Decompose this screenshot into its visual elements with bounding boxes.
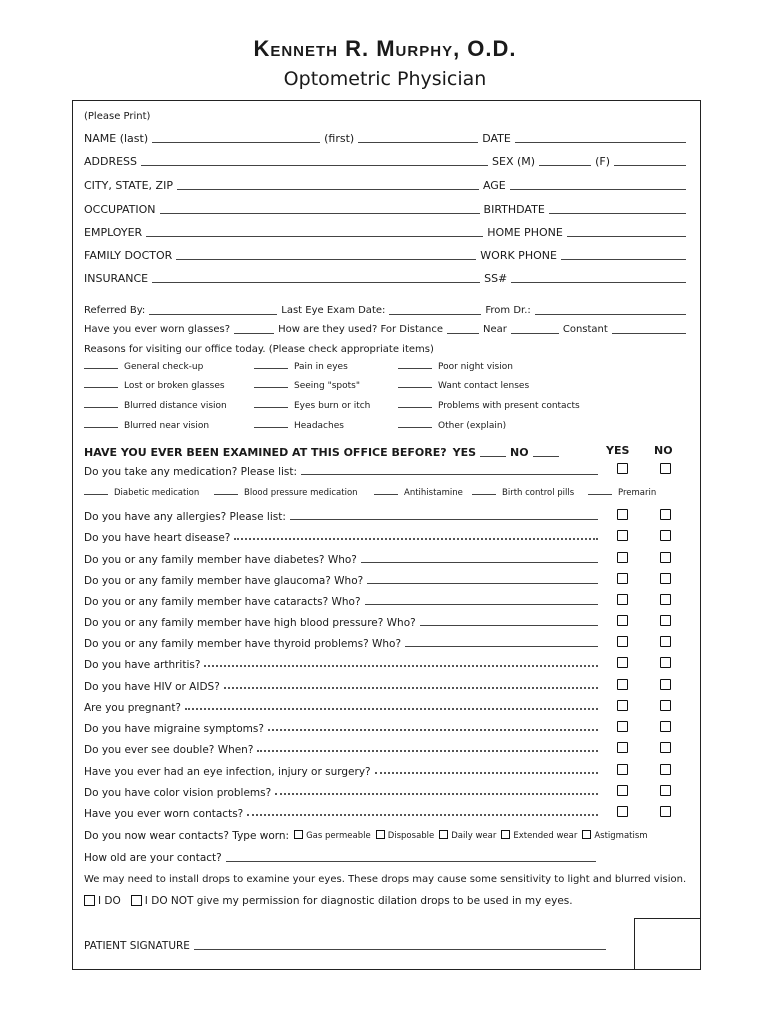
family-doctor-row [84, 247, 690, 263]
astigmatism-checkbox[interactable] [582, 830, 591, 839]
last-exam-field[interactable] [389, 314, 481, 315]
reason-want-contacts[interactable]: Want contact lenses [398, 381, 529, 391]
near-field[interactable] [511, 333, 559, 334]
name-row [84, 130, 690, 146]
worn-glasses-field[interactable] [234, 333, 274, 334]
yes-column-header: YES [606, 444, 630, 457]
question-diabetes: Do you or any family member have diabetes? Who? [84, 551, 604, 566]
heart-disease-no-checkbox[interactable] [660, 530, 671, 541]
diabetes-who-field[interactable] [361, 562, 598, 563]
constant-label: Constant [562, 324, 608, 335]
contact-daily-wear[interactable]: Daily wear [434, 829, 496, 843]
medication-field[interactable] [301, 474, 598, 475]
age-field[interactable] [510, 189, 686, 190]
question-allergies: Do you have any allergies? Please list: [84, 508, 604, 523]
contact-gas-permeable[interactable]: Gas permeable [289, 829, 371, 843]
i-do-not-option[interactable]: I DO NOT give my permission for diagnostic dilation drops to be used in my eyes. [131, 894, 573, 908]
cataracts-who-field[interactable] [365, 604, 598, 605]
double-vision-no-checkbox[interactable] [660, 742, 671, 753]
medication-no-checkbox[interactable] [660, 463, 671, 474]
home-phone-label: HOME PHONE [487, 226, 563, 239]
eye-infection-no-checkbox[interactable] [660, 764, 671, 775]
signature-label: PATIENT SIGNATURE [84, 940, 190, 952]
contact-age-field[interactable] [226, 861, 596, 862]
med-birth-control[interactable]: Birth control pills [472, 488, 574, 498]
diabetes-yes-checkbox[interactable] [617, 552, 628, 563]
date-label: DATE [482, 132, 511, 145]
birthdate-field[interactable] [549, 213, 686, 214]
near-label: Near [482, 324, 507, 335]
family-doctor-label: FAMILY DOCTOR [84, 249, 173, 262]
hiv-yes-checkbox[interactable] [617, 679, 628, 690]
medication-question: Do you take any medication? Please list: [84, 463, 604, 478]
reason-other[interactable]: Other (explain) [398, 421, 506, 431]
heart-disease-yes-checkbox[interactable] [617, 530, 628, 541]
eye-infection-yes-checkbox[interactable] [617, 764, 628, 775]
occupation-label: OCCUPATION [84, 203, 156, 216]
examined-no-label: NO [510, 446, 529, 459]
how-used-label: How are they used? For Distance [278, 324, 443, 335]
glasses-row [84, 321, 690, 337]
color-vision-yes-checkbox[interactable] [617, 785, 628, 796]
reason-contact-problems[interactable]: Problems with present contacts [398, 401, 580, 411]
examined-yes-label: YES [452, 446, 477, 459]
referral-row [84, 302, 690, 318]
cataracts-no-checkbox[interactable] [660, 594, 671, 605]
ssn-label: SS# [484, 272, 508, 285]
city-row [84, 177, 690, 193]
reason-headaches[interactable]: Headaches [254, 421, 344, 431]
contact-age-label: How old are your contact? [84, 852, 222, 864]
worn-contacts-no-checkbox[interactable] [660, 806, 671, 817]
employer-label: EMPLOYER [84, 226, 143, 239]
occupation-field[interactable] [160, 213, 480, 214]
drops-notice: We may need to install drops to examine your eyes. These drops may cause some sensitivity to light and blurred vision. [84, 874, 687, 885]
question-worn-contacts: Have you ever worn contacts? [84, 805, 604, 820]
reason-pain-eyes[interactable]: Pain in eyes [254, 362, 348, 372]
reasons-intro: Reasons for visiting our office today. (Please check appropriate items) [84, 344, 434, 355]
sex-f-field[interactable] [614, 165, 686, 166]
med-antihistamine[interactable]: Antihistamine [374, 488, 463, 498]
question-thyroid: Do you or any family member have thyroid problems? Who? [84, 635, 604, 650]
referred-by-field[interactable] [149, 314, 277, 315]
worn-contacts-yes-checkbox[interactable] [617, 806, 628, 817]
pregnant-no-checkbox[interactable] [660, 700, 671, 711]
hiv-no-checkbox[interactable] [660, 679, 671, 690]
allergies-no-checkbox[interactable] [660, 509, 671, 520]
double-vision-yes-checkbox[interactable] [617, 742, 628, 753]
reason-general-checkup[interactable]: General check-up [84, 362, 203, 372]
referred-by-label: Referred By: [84, 305, 146, 316]
question-cataracts: Do you or any family member have cataracts? Who? [84, 593, 604, 608]
distance-field[interactable] [447, 333, 479, 334]
diabetes-no-checkbox[interactable] [660, 552, 671, 563]
reason-seeing-spots[interactable]: Seeing "spots" [254, 381, 360, 391]
insurance-row [84, 270, 690, 286]
disposable-checkbox[interactable] [376, 830, 385, 839]
doctor-title: Optometric Physician [283, 68, 487, 90]
constant-field[interactable] [612, 333, 686, 334]
med-diabetic[interactable]: Diabetic medication [84, 488, 199, 498]
examined-no-field[interactable] [533, 456, 559, 457]
city-field[interactable] [177, 189, 479, 190]
blood-pressure-who-field[interactable] [420, 625, 598, 626]
worn-glasses-label: Have you ever worn glasses? [84, 324, 231, 335]
reason-lost-glasses[interactable]: Lost or broken glasses [84, 381, 225, 391]
family-doctor-field[interactable] [176, 259, 476, 260]
first-label: (first) [324, 132, 355, 145]
medication-yes-checkbox[interactable] [617, 463, 628, 474]
arthritis-no-checkbox[interactable] [660, 657, 671, 668]
age-label: AGE [482, 179, 506, 192]
address-field[interactable] [141, 165, 488, 166]
home-phone-field[interactable] [567, 236, 686, 237]
contacts-type-row [84, 827, 690, 843]
address-label: ADDRESS [84, 155, 138, 168]
reason-eyes-burn[interactable]: Eyes burn or itch [254, 401, 370, 411]
question-double-vision: Do you ever see double? When? [84, 741, 604, 756]
signature-row [84, 937, 610, 953]
thyroid-no-checkbox[interactable] [660, 636, 671, 647]
date-field[interactable] [515, 142, 686, 143]
thyroid-yes-checkbox[interactable] [617, 636, 628, 647]
ssn-field[interactable] [511, 282, 686, 283]
pregnant-yes-checkbox[interactable] [617, 700, 628, 711]
last-exam-label: Last Eye Exam Date: [281, 305, 386, 316]
allergies-yes-checkbox[interactable] [617, 509, 628, 520]
examined-yes-field[interactable] [480, 456, 506, 457]
employer-row [84, 224, 690, 240]
city-label: CITY, STATE, ZIP [84, 179, 173, 192]
color-vision-no-checkbox[interactable] [660, 785, 671, 796]
allergies-field[interactable] [290, 519, 598, 520]
daily-wear-checkbox[interactable] [439, 830, 448, 839]
glaucoma-yes-checkbox[interactable] [617, 573, 628, 584]
question-eye-infection: Have you ever had an eye infection, injury or surgery? [84, 763, 604, 778]
contact-age-row [84, 849, 600, 865]
examined-before-row [84, 444, 584, 460]
i-do-not-checkbox[interactable] [131, 895, 142, 906]
last-name-field[interactable] [152, 142, 320, 143]
i-do-option[interactable]: I DO [84, 894, 121, 908]
question-hiv: Do you have HIV or AIDS? [84, 678, 604, 693]
glaucoma-who-field[interactable] [367, 583, 598, 584]
sex-m-field[interactable] [539, 165, 591, 166]
insurance-label: INSURANCE [84, 272, 149, 285]
arthritis-yes-checkbox[interactable] [617, 657, 628, 668]
i-do-checkbox[interactable] [84, 895, 95, 906]
blood-pressure-no-checkbox[interactable] [660, 615, 671, 626]
employer-field[interactable] [146, 236, 483, 237]
reason-blurred-distance[interactable]: Blurred distance vision [84, 401, 227, 411]
dilation-consent-row [84, 892, 690, 908]
blood-pressure-yes-checkbox[interactable] [617, 615, 628, 626]
reason-blurred-near[interactable]: Blurred near vision [84, 421, 209, 431]
gas-permeable-checkbox[interactable] [294, 830, 303, 839]
please-print-note: (Please Print) [84, 111, 151, 122]
name-label: NAME (last) [84, 132, 149, 145]
question-arthritis: Do you have arthritis? [84, 656, 604, 671]
reason-night-vision[interactable]: Poor night vision [398, 362, 513, 372]
question-blood-pressure: Do you or any family member have high blood pressure? Who? [84, 614, 604, 629]
contact-disposable[interactable]: Disposable [371, 829, 435, 843]
insurance-field[interactable] [152, 282, 480, 283]
migraine-no-checkbox[interactable] [660, 721, 671, 732]
migraine-yes-checkbox[interactable] [617, 721, 628, 732]
contacts-type-label: Do you now wear contacts? Type worn: [84, 830, 290, 842]
no-column-header: NO [654, 444, 673, 457]
from-dr-label: From Dr.: [485, 305, 531, 316]
work-phone-label: WORK PHONE [480, 249, 557, 262]
cataracts-yes-checkbox[interactable] [617, 594, 628, 605]
question-migraine: Do you have migraine symptoms? [84, 720, 604, 735]
question-glaucoma: Do you or any family member have glaucoma? Who? [84, 572, 604, 587]
doctor-name: Kenneth R. Murphy, O.D. [253, 36, 517, 61]
med-premarin[interactable]: Premarin [588, 488, 656, 498]
first-name-field[interactable] [358, 142, 478, 143]
occupation-row [84, 201, 690, 217]
office-use-box [634, 918, 701, 970]
address-row [84, 153, 690, 169]
contact-extended-wear[interactable]: Extended wear [496, 829, 577, 843]
question-heart-disease: Do you have heart disease? [84, 529, 604, 544]
examined-before-label: HAVE YOU EVER BEEN EXAMINED AT THIS OFFICE BEFORE? [84, 446, 447, 459]
glaucoma-no-checkbox[interactable] [660, 573, 671, 584]
question-pregnant: Are you pregnant? [84, 699, 604, 714]
signature-field[interactable] [194, 949, 606, 950]
from-dr-field[interactable] [535, 314, 686, 315]
thyroid-who-field[interactable] [405, 646, 598, 647]
extended-wear-checkbox[interactable] [501, 830, 510, 839]
work-phone-field[interactable] [561, 259, 686, 260]
sex-m-label: SEX (M) [492, 155, 536, 168]
med-blood-pressure[interactable]: Blood pressure medication [214, 488, 358, 498]
sex-f-label: (F) [595, 155, 610, 168]
contact-astigmatism[interactable]: Astigmatism [577, 829, 647, 843]
birthdate-label: BIRTHDATE [483, 203, 545, 216]
question-color-vision: Do you have color vision problems? [84, 784, 604, 799]
